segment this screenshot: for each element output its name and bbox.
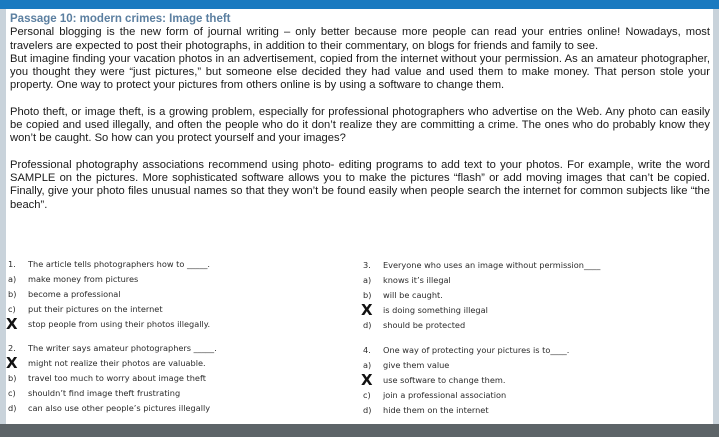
option-letter: d)	[363, 404, 372, 415]
option-text: is doing something illegal	[383, 304, 488, 315]
answer-option[interactable]	[363, 317, 683, 332]
option-letter: c)	[8, 387, 16, 398]
option-letter: c)	[8, 303, 16, 314]
question-3	[363, 257, 683, 332]
option-letter: b)	[363, 289, 372, 300]
passage-title: Passage 10: modern crimes: Image theft	[10, 13, 231, 25]
question-stem: One way of protecting your pictures is to____.	[383, 344, 570, 355]
question-2	[8, 340, 328, 415]
option-letter: b)	[8, 288, 17, 299]
answer-option[interactable]	[363, 287, 683, 302]
option-text: put their pictures on the internet	[28, 303, 163, 314]
option-letter: d)	[363, 319, 372, 330]
passage	[10, 13, 710, 212]
option-text: will be caught.	[383, 289, 443, 300]
cross-mark-icon: X	[6, 353, 18, 372]
option-text: can also use other people’s pictures illegally	[28, 402, 211, 413]
question-stem-row	[8, 340, 328, 355]
cross-mark-icon: X	[361, 370, 373, 389]
question-number: 2.	[8, 342, 16, 353]
answer-option[interactable]	[363, 387, 683, 402]
answer-option[interactable]	[8, 385, 328, 400]
cross-mark-icon: X	[361, 300, 373, 319]
passage-paragraph: But imagine finding your vacation photos in an advertisement, copied from the internet without your permission. As an amateur photographer, you thought they were “just pictures,” but someone else decided they had value and used them to make money. That person stole your property. One way to protect your pictures from others online is by using a software to change them.	[10, 52, 710, 92]
cross-mark-icon: X	[6, 314, 18, 333]
paragraph-gap	[10, 146, 710, 159]
option-letter: a)	[363, 274, 372, 285]
question-number: 4.	[363, 344, 371, 355]
option-letter: a)	[8, 273, 17, 284]
option-letter: a)	[363, 359, 372, 370]
answer-option[interactable]	[363, 272, 683, 287]
option-text: knows it’s illegal	[383, 274, 451, 285]
question-4	[363, 342, 683, 417]
option-letter: c)	[363, 389, 371, 400]
option-text: stop people from using their photos illegally.	[28, 318, 211, 329]
question-stem-row	[363, 342, 683, 357]
option-text: should be protected	[383, 319, 466, 330]
question-stem-row	[8, 256, 328, 271]
question-stem: The article tells photographers how to _____.	[28, 258, 211, 269]
option-text: might not realize their photos are valuable.	[28, 357, 206, 368]
question-1	[8, 256, 328, 331]
passage-paragraph: Professional photography associations recommend using photo- editing programs to add text to your photos. For example, write the word SAMPLE on the pictures. More sophisticated software allows you to make the pictures “flash” or add moving images that can’t be copied. Finally, give your photo files unusual names so that they won’t be found easily when people search the internet for common subjects like “the beach”.	[10, 158, 710, 211]
answer-option[interactable]	[363, 402, 683, 417]
answer-option-selected[interactable]	[8, 355, 328, 370]
option-text: hide them on the internet	[383, 404, 489, 415]
option-text: travel too much to worry about image theft	[28, 372, 206, 383]
question-number: 1.	[8, 258, 16, 269]
option-text: become a professional	[28, 288, 121, 299]
paragraph-gap	[10, 93, 710, 106]
answer-option[interactable]	[8, 400, 328, 415]
question-stem: The writer says amateur photographers _____.	[28, 342, 217, 353]
option-text: make money from pictures	[28, 273, 139, 284]
option-text: use software to change them.	[383, 374, 506, 385]
answer-option-selected[interactable]	[363, 372, 683, 387]
top-accent-bar	[0, 0, 719, 9]
option-letter: b)	[8, 372, 17, 383]
passage-paragraph: Photo theft, or image theft, is a growing problem, especially for professional photographers who advertise on the Web. Any photo can easily be copied and used illegally, and often the people who do it don’t realize they are committing a crime. The ones who do probably know they won’t be caught. So how can you protect yourself and your images?	[10, 105, 710, 145]
answer-option-selected[interactable]	[8, 316, 328, 331]
answer-option[interactable]	[8, 301, 328, 316]
question-number: 3.	[363, 259, 371, 270]
question-stem-row	[363, 257, 683, 272]
answer-option[interactable]	[8, 271, 328, 286]
option-text: join a professional association	[383, 389, 507, 400]
bottom-bar	[0, 424, 719, 437]
passage-paragraph: Personal blogging is the new form of journal writing – only better because more people can read your entries online! Nowadays, most travelers are expected to post their photographs, in addition to their commentary, on blogs for friends and family to see.	[10, 26, 710, 52]
answer-option[interactable]	[8, 286, 328, 301]
option-text: give them value	[383, 359, 450, 370]
answer-option-selected[interactable]	[363, 302, 683, 317]
option-letter: d)	[8, 402, 17, 413]
option-text: shouldn’t find image theft frustrating	[28, 387, 181, 398]
question-stem: Everyone who uses an image without permission____	[383, 259, 601, 270]
answer-option[interactable]	[363, 357, 683, 372]
answer-option[interactable]	[8, 370, 328, 385]
